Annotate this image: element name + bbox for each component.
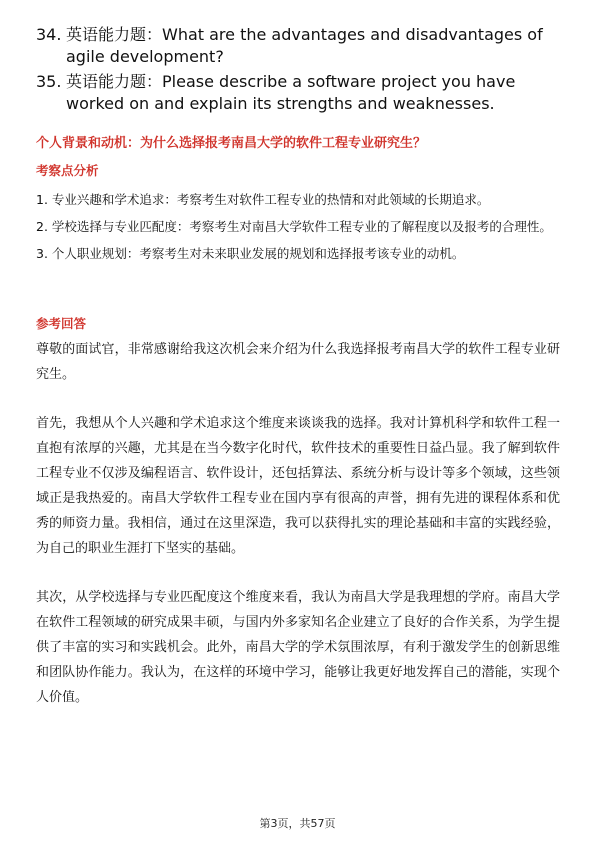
answer-paragraph: 首先，我想从个人兴趣和学术追求这个维度来谈谈我的选择。我对计算机科学和软件工程一直抱有浓厚的兴趣，尤其是在当今数字化时代，软件技术的重要性日益凸显。我了解到软件工程专业不仅涉及编程语言、软件设计，还包括算法、系统分析与设计等多个领域，这些领域正是我热爱的。南昌大学软件工程专业在国内享有很高的声誉，拥有先进的课程体系和优秀的师资力量。我相信，通过在这里深造，我可以获得扎实的理论基础和丰富的实践经验，为自己的职业生涯打下坚实的基础。 xyxy=(36,416,560,556)
question-text: 英语能力题：Please describe a software project you have worked on and explain its strengths and weaknesses. xyxy=(66,72,516,113)
question-list xyxy=(36,24,566,118)
answer-body xyxy=(36,337,560,734)
answer-heading: 参考回答 xyxy=(36,316,87,331)
point-item: 2. 学校选择与专业匹配度：考察考生对南昌大学软件工程专业的了解程度以及报考的合理性。 xyxy=(36,219,552,234)
question-item xyxy=(36,24,566,68)
question-item xyxy=(36,71,566,115)
page-number: 第3页，共57页 xyxy=(259,817,336,830)
question-number: 34. xyxy=(36,25,62,44)
question-text: 英语能力题：What are the advantages and disadvantages of agile development? xyxy=(66,25,543,66)
section-title: 个人背景和动机：为什么选择报考南昌大学的软件工程专业研究生？ xyxy=(36,136,427,151)
question-number: 35. xyxy=(36,72,62,91)
points-heading: 考察点分析 xyxy=(36,163,99,178)
point-item: 3. 个人职业规划：考察考生对未来职业发展的规划和选择报考该专业的动机。 xyxy=(36,246,465,261)
answer-paragraph: 其次，从学校选择与专业匹配度这个维度来看，我认为南昌大学是我理想的学府。南昌大学在软件工程领域的研究成果丰硕，与国内外多家知名企业建立了良好的合作关系，为学生提供了丰富的实习和实践机会。此外，南昌大学的学术氛围浓厚，有利于激发学生的创新思维和团队协作能力。我认为，在这样的环境中学习，能够让我更好地发挥自己的潜能，实现个人价值。 xyxy=(36,590,560,705)
point-item: 1. 专业兴趣和学术追求：考察考生对软件工程专业的热情和对此领域的长期追求。 xyxy=(36,192,490,207)
answer-paragraph: 尊敬的面试官，非常感谢给我这次机会来介绍为什么我选择报考南昌大学的软件工程专业研究生。 xyxy=(36,342,560,382)
points-list xyxy=(36,187,562,268)
